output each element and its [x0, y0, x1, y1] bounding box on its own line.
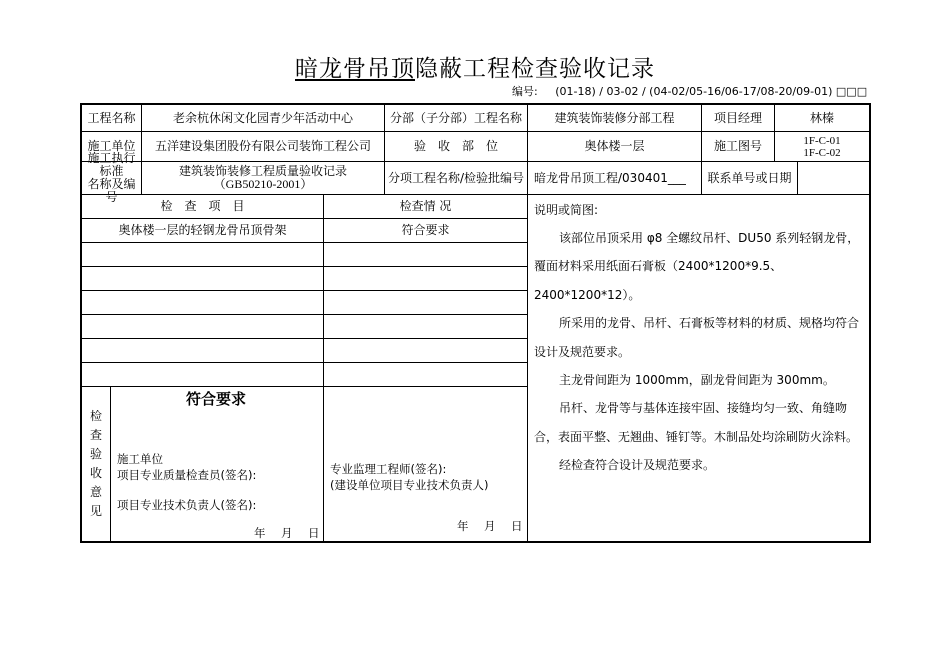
title-underlined: 暗龙骨吊顶	[295, 56, 415, 82]
drawing-number-1: 1F-C-01	[803, 134, 841, 147]
date-left: 年 月 日	[254, 526, 322, 540]
code-v2: 03-02	[606, 85, 639, 98]
opinion-side-char-5: 意	[89, 485, 102, 499]
check-row-3-item	[82, 267, 323, 290]
item-value: 暗龙骨吊顶工程/030401___	[534, 170, 686, 185]
check-item-header: 检 查 项 目	[160, 199, 245, 213]
check-row-1-item: 奥体楼一层的轻钢龙骨吊顶骨架	[118, 223, 287, 237]
description-p2: 所采用的龙骨、吊杆、石膏板等材料的材质、规格均符合设计及规范要求。	[534, 316, 860, 359]
contact-value	[798, 162, 869, 194]
opinion-side-char-2: 查	[89, 428, 102, 442]
subdivision-value: 建筑装饰装修分部工程	[554, 110, 675, 125]
location-label: 验 收 部 位	[413, 139, 498, 153]
description-heading: 说明或简图:	[534, 203, 599, 217]
contact-label: 联系单号或日期	[707, 170, 792, 185]
manager-label: 项目经理	[713, 110, 762, 125]
standard-value-line-1: 建筑装饰装修工程质量验收记录	[178, 164, 347, 178]
supervisor-signature: 专业监理工程师(签名):	[330, 462, 447, 476]
check-row-3-status	[324, 267, 527, 290]
drawing-number-2: 1F-C-02	[803, 146, 841, 159]
contractor-value: 五洋建设集团股份有限公司装饰工程公司	[154, 139, 371, 153]
record-code	[512, 83, 867, 99]
border-bottom	[80, 541, 871, 543]
opinion-side-char-6: 见	[89, 504, 102, 518]
owner-representative: (建设单位项目专业技术负责人)	[330, 478, 489, 492]
check-row-7-status	[324, 363, 527, 386]
check-row-1-status: 符合要求	[401, 223, 450, 237]
description	[534, 200, 864, 480]
check-row-5-item	[82, 315, 323, 338]
check-row-2-item	[82, 243, 323, 266]
drawing-label: 施工图号	[713, 139, 762, 153]
description-p3: 主龙骨间距为 1000mm，副龙骨间距为 300mm。	[559, 373, 835, 388]
code-v1: (01-18)	[555, 85, 596, 98]
check-status-header: 检查情 况	[399, 199, 452, 213]
check-row-4-item	[82, 291, 323, 314]
check-row-6-item	[82, 339, 323, 362]
standard-value	[142, 162, 384, 194]
code-sep2: /	[641, 85, 646, 98]
title-rest: 隐蔽工程检查验收记录	[415, 56, 655, 82]
check-row-7-item	[82, 363, 323, 386]
location-value: 奥体楼一层	[584, 139, 645, 153]
project-name-value: 老余杭休闲文化园青少年活动中心	[172, 110, 353, 125]
drawing-number	[775, 132, 869, 161]
code-sep1: /	[599, 85, 603, 98]
hline-opinion	[80, 386, 528, 387]
opinion-side-label	[82, 387, 110, 541]
check-row-4-status	[324, 291, 527, 314]
vline-c	[527, 103, 528, 543]
border-right	[869, 103, 871, 543]
standard-label-line-2: 名称及编号	[87, 177, 136, 204]
opinion-result: 符合要求	[186, 390, 247, 408]
check-row-5-status	[324, 315, 527, 338]
standard-label	[82, 151, 141, 204]
code-v3: (04-02/05-16/06-17/08-20/09-01)	[649, 85, 833, 98]
tech-lead-signature: 项目专业技术负责人(签名):	[117, 498, 257, 512]
project-name-label: 工程名称	[87, 110, 136, 125]
standard-value-line-2: （GB50210-2001）	[213, 177, 313, 191]
opinion-side-char-3: 验	[89, 447, 102, 461]
description-p1: 该部位吊顶采用 φ8 全螺纹吊杆、DU50 系列轻钢龙骨，覆面材料采用纸面石膏板（2400*1200*9.5、2400*1200*12）。	[534, 231, 860, 302]
date-right: 年 月 日	[457, 519, 525, 533]
manager-value: 林榛	[809, 110, 834, 125]
vline-opinion-label	[110, 386, 111, 542]
description-p5: 经检查符合设计及规范要求。	[559, 458, 716, 473]
opinion-side-char-4: 收	[89, 466, 102, 480]
contractor-label: 施工单位	[87, 139, 136, 153]
code-label: 编号:	[512, 85, 538, 98]
opinion-side-char-1: 检	[89, 409, 102, 423]
subdivision-label: 分部（子分部）工程名称	[389, 110, 522, 125]
page-title	[0, 50, 950, 83]
contractor-unit-label: 施工单位	[117, 452, 163, 466]
standard-label-line-1: 施工执行标准	[87, 151, 136, 178]
check-row-2-status	[324, 243, 527, 266]
item-label: 分项工程名称/检验批编号	[387, 170, 525, 185]
check-row-6-status	[324, 339, 527, 362]
description-p4: 吊杆、龙骨等与基体连接牢固、接缝均匀一致、角缝吻合，表面平整、无翘曲、锤钉等。木制品处均涂刷防火涂料。	[534, 401, 859, 444]
code-boxes: □□□	[835, 85, 868, 98]
qc-inspector-signature: 项目专业质量检查员(签名):	[117, 468, 257, 482]
